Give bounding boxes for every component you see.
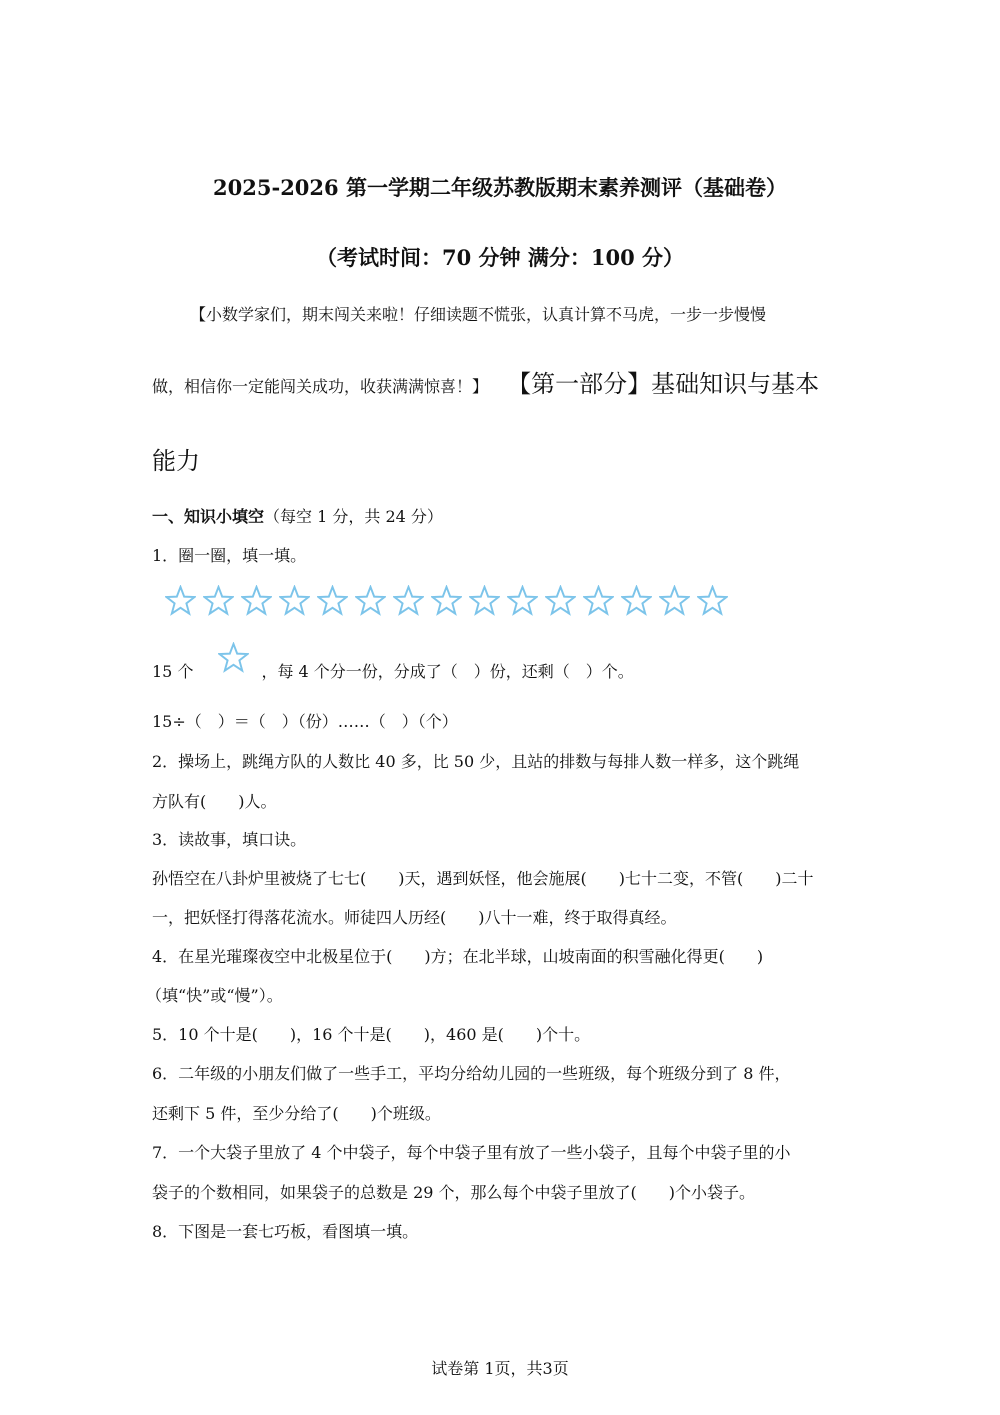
part-title: 【第一部分】基础知识与基本 <box>507 370 820 398</box>
question-8: 8．下图是一套七巧板，看图填一填。 <box>152 1222 419 1241</box>
star-outline-icon <box>279 585 310 616</box>
question-5: 5．10 个十是( )，16 个十是( )，460 是( )个十。 <box>152 1025 591 1044</box>
section-heading-row <box>152 504 443 527</box>
q1-count-label: 15 个 <box>152 662 194 681</box>
question-2-line-1: 2．操场上，跳绳方队的人数比 40 多，比 50 少，且站的排数与每排人数一样多，这个跳绳 <box>152 752 800 771</box>
star-outline-icon <box>545 585 576 616</box>
star-outline-icon <box>203 585 234 616</box>
star-outline-icon <box>241 585 272 616</box>
question-4-line-2: （填“快”或“慢”）。 <box>146 986 283 1005</box>
question-3-line-2: 一，把妖怪打得落花流水。师徒四人历经( )八十一难，终于取得真经。 <box>152 908 677 927</box>
star-outline-icon <box>697 585 728 616</box>
question-2-line-2: 方队有( )人。 <box>152 792 277 811</box>
question-7-line-1: 7．一个大袋子里放了 4 个中袋子，每个中袋子里有放了一些小袋子，且每个中袋子里的小 <box>152 1143 791 1162</box>
star-outline-icon <box>393 585 424 616</box>
star-outline-icon <box>218 642 249 673</box>
question-3-title: 3．读故事，填口诀。 <box>152 830 307 849</box>
star-outline-icon <box>621 585 652 616</box>
question-6-line-1: 6．二年级的小朋友们做了一些手工，平均分给幼儿园的一些班级，每个班级分到了 8 件， <box>152 1064 791 1083</box>
intro-line-2: 做，相信你一定能闯关成功，收获满满惊喜！】 <box>152 377 489 396</box>
exam-title: 2025-2026 第一学期二年级苏教版期末素养测评（基础卷） <box>213 175 787 200</box>
section-heading: 一、知识小填空 <box>152 507 265 526</box>
star-row <box>165 585 728 616</box>
star-outline-icon <box>317 585 348 616</box>
section-score-note: （每空 1 分，共 24 分） <box>264 507 443 526</box>
question-1-title: 1．圈一圈，填一填。 <box>152 546 307 565</box>
q1-line-1-text: ，每 4 个分一份，分成了（ ）份，还剩（ ）个。 <box>261 662 634 681</box>
star-outline-icon <box>355 585 386 616</box>
star-outline-icon <box>507 585 538 616</box>
star-outline-icon <box>469 585 500 616</box>
star-outline-icon <box>583 585 614 616</box>
question-3-line-1: 孙悟空在八卦炉里被烧了七七( )天，遇到妖怪，他会施展( )七十二变，不管( )二十 <box>152 869 814 888</box>
intro-line-1: 【小数学家们，期末闯关来啦！仔细读题不慌张，认真计算不马虎，一步一步慢慢 <box>190 305 767 324</box>
question-7-line-2: 袋子的个数相同，如果袋子的总数是 29 个，那么每个中袋子里放了( )个小袋子。 <box>152 1183 756 1202</box>
part-title-continued: 能力 <box>152 447 200 475</box>
question-6-line-2: 还剩下 5 件，至少分给了( )个班级。 <box>152 1104 441 1123</box>
question-4-line-1: 4．在星光璀璨夜空中北极星位于( )方；在北半球，山坡南面的积雪融化得更( ) <box>152 947 764 966</box>
page-footer: 试卷第 1页，共3页 <box>431 1359 569 1378</box>
exam-subtitle: （考试时间：70 分钟 满分：100 分） <box>316 245 684 270</box>
star-outline-icon <box>431 585 462 616</box>
star-outline-icon <box>165 585 196 616</box>
question-1-line-1 <box>152 659 634 682</box>
question-1-line-2: 15÷（ ）＝（ ）（份）……（ ）（个） <box>152 712 458 731</box>
star-outline-icon <box>659 585 690 616</box>
intro-line-2-row <box>152 364 819 399</box>
